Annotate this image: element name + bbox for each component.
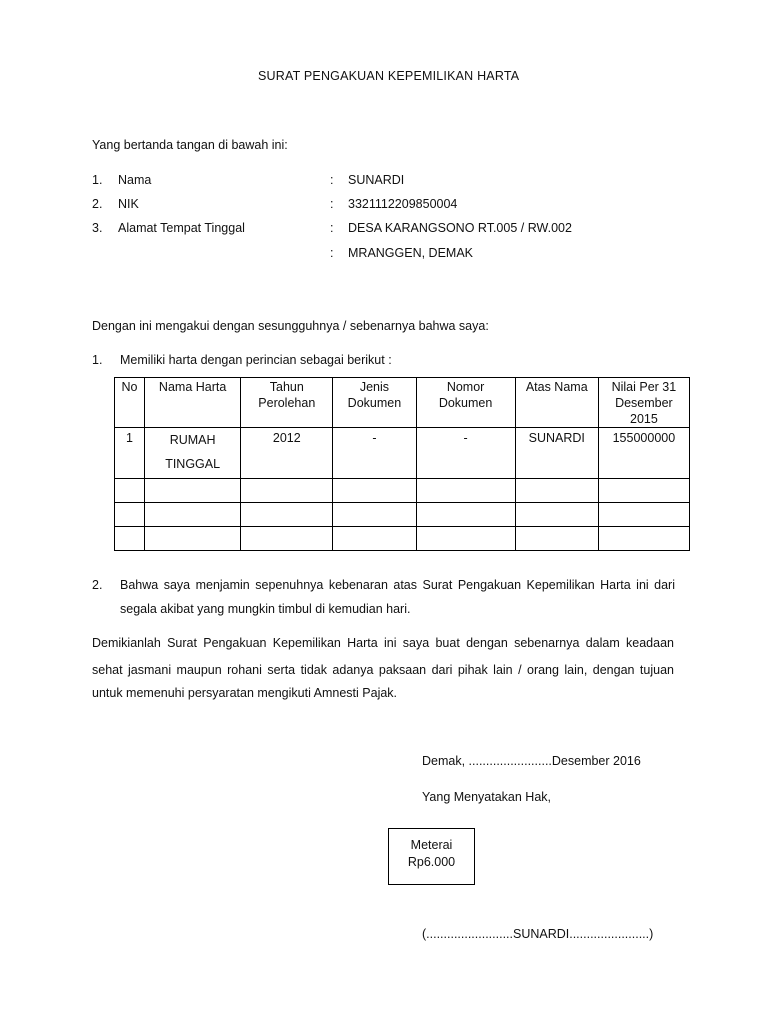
intro-text: Yang bertanda tangan di bawah ini: [92,138,288,152]
header-no: No [115,378,145,428]
cell-atas-nama: SUNARDI [515,428,598,479]
closing-line-2: sehat jasmani maupun rohani serta tidak adanya paksaan dari pihak lain / orang lain, dengan tujuan [92,663,674,677]
table-row-empty [115,479,690,503]
table-header-row [115,378,690,428]
stamp-label: Meterai [410,838,453,852]
cell-tahun: 2012 [241,428,333,479]
identity-number: 3. [92,221,103,235]
header-tahun-perolehan: Tahun Perolehan [241,378,333,428]
cell-jenis-dokumen: - [333,428,416,479]
empty-cell [241,479,333,503]
empty-cell [416,503,515,527]
identity-value-nik: 3321112209850004 [348,197,458,211]
empty-cell [416,527,515,551]
cell-nomor-dokumen: - [416,428,515,479]
identity-colon: : [330,197,334,211]
identity-label-name: Nama [118,173,152,187]
empty-cell [598,479,689,503]
closing-line-1: Demikianlah Surat Pengakuan Kepemilikan Harta ini saya buat dengan sebenarnya dalam keadaan [92,636,674,650]
statement-text: Dengan ini mengakui dengan sesungguhnya / sebenarnya bahwa saya: [92,319,489,333]
identity-value-name: SUNARDI [348,173,405,187]
table-row-empty [115,527,690,551]
empty-cell [145,503,241,527]
empty-cell [515,503,598,527]
empty-cell [333,479,416,503]
empty-cell [333,527,416,551]
stamp-box [388,828,475,885]
empty-cell [515,479,598,503]
empty-cell [515,527,598,551]
cell-nilai: 155000000 [598,428,689,479]
identity-value-address: DESA KARANGSONO RT.005 / RW.002 [348,221,572,235]
document-title: SURAT PENGAKUAN KEPEMILIKAN HARTA [258,69,520,83]
identity-label-nik: NIK [118,197,139,211]
table-row [115,428,690,479]
cell-no: 1 [115,428,145,479]
identity-number: 2. [92,197,103,211]
header-nilai: Nilai Per 31 Desember 2015 [598,378,689,428]
empty-cell [115,479,145,503]
identity-colon: : [330,246,334,260]
header-nama-harta: Nama Harta [145,378,241,428]
empty-cell [115,527,145,551]
empty-cell [416,479,515,503]
header-atas-nama: Atas Nama [515,378,598,428]
point-1-number: 1. [92,353,103,367]
identity-value-address-line2: MRANGGEN, DEMAK [348,246,474,260]
identity-number: 1. [92,173,103,187]
signatory-name: (.........................SUNARDI.......................) [422,927,654,941]
cell-nama-harta: RUMAH TINGGAL [145,428,241,479]
empty-cell [145,479,241,503]
signatory-role: Yang Menyatakan Hak, [422,790,552,804]
empty-cell [241,527,333,551]
header-nomor-dokumen: Nomor Dokumen [416,378,515,428]
stamp-value: Rp6.000 [407,855,456,869]
place-date: Demak, ........................Desember 2016 [422,754,641,768]
empty-cell [145,527,241,551]
identity-colon: : [330,173,334,187]
empty-cell [598,527,689,551]
asset-table [114,377,690,551]
closing-line-3: untuk memenuhi persyaratan mengikuti Amnesti Pajak. [92,686,398,700]
point-1-text: Memiliki harta dengan perincian sebagai berikut : [120,353,392,367]
point-2-number: 2. [92,578,103,592]
empty-cell [333,503,416,527]
empty-cell [241,503,333,527]
point-2-line-1: Bahwa saya menjamin sepenuhnya kebenaran atas Surat Pengakuan Kepemilikan Harta ini dari [120,578,675,592]
empty-cell [598,503,689,527]
header-jenis-dokumen: Jenis Dokumen [333,378,416,428]
point-2-line-2: segala akibat yang mungkin timbul di kemudian hari. [120,602,411,616]
identity-colon: : [330,221,334,235]
table-row-empty [115,503,690,527]
identity-label-address: Alamat Tempat Tinggal [118,221,245,235]
empty-cell [115,503,145,527]
